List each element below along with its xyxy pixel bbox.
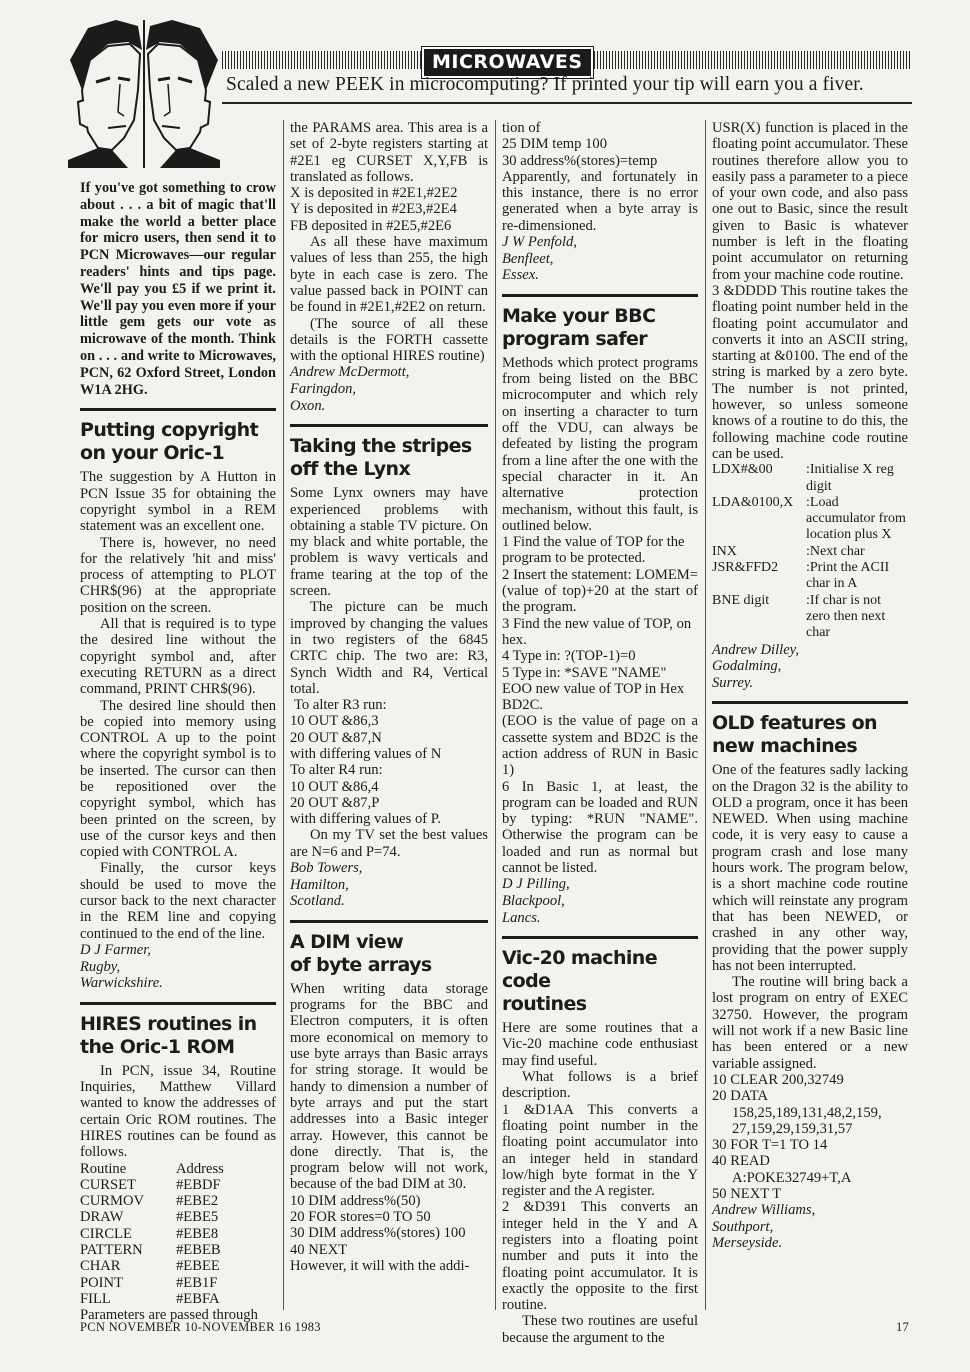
column-4 — [712, 120, 908, 1252]
paragraph: The suggestion by A Hutton in PCN Issue 35 for obtaining the copyright symbol in a REM statement was an excellent one. — [80, 469, 276, 535]
paragraph: However, it will with the addi- — [290, 1257, 470, 1274]
paragraph: Some Lynx owners may have experienced problems with obtaining a stable TV picture. On my black and white portable, the problem is wavy verticals and frame tearing at the top of the screen. — [290, 485, 488, 600]
page-number: 17 — [896, 1320, 910, 1334]
article-heading: Vic-20 machine code routines — [502, 947, 658, 1016]
microwaves-faces-illustration — [68, 20, 220, 168]
author-signature: J W Penfold, Benfleet, Essex. — [502, 234, 577, 284]
table-row: LDA&0100,X :Load accumulator from location plus X — [712, 494, 906, 543]
table-row: CURMOV #EBE2 — [80, 1193, 219, 1210]
paragraph: When writing data storage programs for the BBC and Electron computers, it is often more economical on memory to use byte arrays than Basic arrays for string storage. It would be handy to dimension a number of byte arrays and put the start addresses into a Basic integer array. However, this cannot be done directly. That is, the program below will not work, because of the bad DIM at 30. — [290, 980, 488, 1193]
list-item: 4 Type in: ?(TOP-1)=0 — [502, 648, 636, 665]
divider — [80, 1002, 276, 1005]
article-heading: Putting copyright on your Oric-1 — [80, 419, 259, 465]
paragraph: X is deposited in #2E1,#2E2 — [290, 185, 458, 202]
column-2 — [290, 120, 488, 1274]
column-rule — [495, 120, 496, 1310]
table-row: POINT #EB1F — [80, 1274, 218, 1291]
table-row: CHAR #EBEE — [80, 1258, 220, 1275]
routine-address-table: Routine Address CURSET #EBDF CURMOV #EBE2 DRAW #EBE5 CIRCLE #EBE8 PATTERN #EBEB CHAR #EBEE POINT #EB1F FILL #EBFA — [80, 1160, 224, 1307]
paragraph: 1 &D1AA This converts a floating point number in the floating point accumulator into an integer held in standard low/high byte format in the Y register and the A register. — [502, 1101, 698, 1200]
paragraph: All that is required is to type the desired line without the copyright symbol and, after executing RETURN as a direct command, PRINT CHR$(96). — [80, 616, 276, 698]
footer-issue: PCN NOVEMBER 10-NOVEMBER 16 1983 — [80, 1320, 321, 1334]
article-heading: HIRES routines in the Oric-1 ROM — [80, 1012, 257, 1058]
intro-box — [80, 180, 276, 398]
table-row: LDX#&00 :Initialise X reg — [712, 462, 894, 478]
divider — [502, 936, 698, 939]
article-heading: Make your BBC program safer — [502, 304, 656, 350]
author-signature: Andrew McDermott, Faringdon, Oxon. — [290, 364, 410, 414]
table-row: CURSET #EBDF — [80, 1176, 221, 1193]
table-row: BNE digit :If char is not zero then next char — [712, 592, 886, 641]
paragraph: There is, however, no need for the relatively 'hit and miss' process of attempting to PLOT CHR$(96) at the appropriate position on the screen. — [80, 534, 276, 616]
paragraph: As all these have maximum values of less than 255, the high byte in each case is zero. The value passed back in POINT can be found in #2E1,#2E2 on return. — [290, 234, 488, 316]
list-item: 1 Find the value of TOP for the program to be protected. — [502, 534, 685, 567]
author-signature: D J Farmer, Rugby, Warwickshire. — [80, 941, 163, 992]
assembly-listing — [712, 462, 908, 641]
code-listing: 10 DIM address%(50) 20 FOR stores=0 TO 50 30 DIM address%(stores) 100 40 NEXT — [290, 1192, 466, 1258]
paragraph: FB deposited in #2E5,#2E6 — [290, 217, 452, 234]
list-item: 6 In Basic 1, at least, the program can be loaded and RUN by typing: *RUN "NAME". Otherwise the program can be loaded and run as normal but cannot be listed. — [502, 778, 698, 877]
divider — [290, 424, 488, 427]
paragraph: Y is deposited in #2E3,#2E4 — [290, 201, 457, 218]
column-3 — [502, 120, 698, 1346]
paragraph: 3 &DDDD This routine takes the floating point number held in the floating point accumulator and converts it into an ASCII string, starting at &0100. The end of the string is marked by a zero byte. The number is not printed, however, so unless someone knows of a routine to do this, the following machine code routine can be used. — [712, 282, 908, 462]
divider — [502, 294, 698, 297]
author-signature: D J Pilling, Blackpool, Lancs. — [502, 876, 570, 926]
paragraph: 2 &D391 This converts an integer held in the Y and A registers into a floating point number and puts it into the floating point accumulator. It is exactly the opposite to the first routine. — [502, 1199, 698, 1314]
paragraph: Apparently, and fortunately in this instance, there is no error generated when a byte array is re-dimensioned. — [502, 168, 698, 234]
author-signature: Andrew Williams, Southport, Merseyside. — [712, 1202, 816, 1252]
paragraph: USR(X) function is placed in the floating point accumulator. These routines therefore allow you to easily pass a parameter to a piece of your own code, and also pass one out to Basic, since the result given to Basic is whatever number is left in the floating point accumulator on returning from your machine code routine. — [712, 120, 908, 283]
paragraph: Parameters are passed through — [80, 1307, 258, 1324]
author-signature: Andrew Dilley, Godalming, Surrey. — [712, 641, 800, 691]
table-row: INX :Next char — [712, 543, 865, 559]
list-item: (EOO is the value of page on a cassette system and BD2C is the action address of RUN in Basic 1) — [502, 713, 698, 779]
intro-text: If you've got something to crow about . . . a bit of magic that'll make the world a better place for micro users, then send it to PCN Microwaves—our regular readers' hints and tips page. We'll pay you £5 if we print it. We'll pay you even more if your little gem gets our vote as microwave of the month. Think on . . . and write to Microwaves, PCN, 62 Oxford Street, London W1A 2HG. — [80, 180, 276, 398]
list-item: 2 Insert the statement: LOMEM=(value of top)+20 at the start of the program. — [502, 566, 698, 616]
code-listing: tion of 25 DIM temp 100 30 address%(stores)=temp — [502, 120, 658, 169]
table-row: CIRCLE #EBE8 — [80, 1225, 219, 1242]
code-listing: 10 CLEAR 200,32749 20 DATA 158,25,189,131,48,2,159, 27,159,29,159,31,57 30 FOR T=1 TO 14 40 READ A:POKE32749+T,A 50 NEXT T — [712, 1071, 882, 1202]
list-item: 5 Type in: *SAVE "NAME" EOO new value of TOP in Hex BD2C. — [502, 664, 685, 714]
header-rule — [222, 102, 912, 104]
column-rule — [705, 120, 706, 1310]
column-1 — [80, 180, 276, 1324]
table-row: PATTERN #EBEB — [80, 1242, 221, 1259]
paragraph: Methods which protect programs from being listed on the BBC microcomputer and which rely on inserting a character to turn off the VDU, can always be defeated by listing the program from a line after the one with the special character in it. An alternative protection mechanism, without this fault, is outlined below. — [502, 354, 698, 534]
divider — [290, 920, 488, 923]
paragraph: the PARAMS area. This area is a set of 2-byte registers starting at #2E1 eg CURSET X,Y,FB is translated as follows. — [290, 120, 488, 185]
code-listing: To alter R3 run: 10 OUT &86,3 20 OUT &87,N with differing values of N To alter R4 run: 10 OUT &86,4 20 OUT &87,P with differing values of P. — [290, 697, 442, 828]
section-banner — [222, 47, 912, 75]
paragraph: In PCN, issue 34, Routine Inquiries, Matthew Villard wanted to know the addresses of certain Oric ROM routines. The HIRES routines can be found as follows. — [80, 1062, 276, 1161]
article-heading: A DIM view of byte arrays — [290, 930, 432, 976]
paragraph: The routine will bring back a lost program on entry of EXEC 32750. However, the program will not work if a new Basic line has been entered or a new variable assigned. — [712, 974, 908, 1072]
paragraph: Finally, the cursor keys should be used to move the cursor back to the next character in the REM line and copying continued to the end of the line. — [80, 860, 276, 942]
table-row: JSR&FFD2 :Print the ACII char in A — [712, 560, 890, 592]
paragraph: These two routines are useful because the argument to the — [502, 1313, 698, 1346]
paragraph: The picture can be much improved by changing the values in two registers of the 6845 CRTC chip. The two are: R3, Synch Width and R4, Vertical total. — [290, 599, 488, 697]
list-item: 3 Find the new value of TOP, on hex. — [502, 615, 692, 648]
paragraph: Here are some routines that a Vic-20 machine code enthusiast may find useful. — [502, 1020, 698, 1069]
paragraph: What follows is a brief description. — [502, 1069, 698, 1102]
author-signature: Bob Towers, Hamilton, Scotland. — [290, 860, 363, 910]
table-row: digit — [806, 478, 832, 494]
paragraph: (The source of all these details is the FORTH cassette with the optional HIRES routine) — [290, 315, 488, 365]
divider — [80, 408, 276, 411]
paragraph: The desired line should then be copied into memory using CONTROL A up to the point where the copyright symbol is to be inserted. The cursor can then be repositioned over the copyright symbol, which has been printed on the screen, by use of the cursor keys and then copied with CONTROL A. — [80, 697, 276, 861]
divider — [712, 701, 908, 704]
article-heading: OLD features on new machines — [712, 712, 877, 758]
section-tag: MICROWAVES — [422, 47, 593, 78]
table-row: FILL #EBFA — [80, 1290, 220, 1307]
column-rule — [283, 120, 284, 1310]
paragraph: One of the features sadly lacking on the Dragon 32 is the ability to OLD a program, once it has been NEWED. When using machine code, it is very easy to cause a program crash and lose many hours work. The program below, is a short machine code routine which will reinstate any program that has been NEWED, or crashed in any other way, providing that the power supply has not been interrupted. — [712, 762, 908, 974]
article-heading: Taking the stripes off the Lynx — [290, 435, 472, 481]
table-row: DRAW #EBE5 — [80, 1209, 219, 1226]
section-tagline: Scaled a new PEEK in microcomputing? If printed your tip will earn you a fiver. — [226, 74, 864, 95]
paragraph: On my TV set the best values are N=6 and P=74. — [290, 827, 488, 860]
